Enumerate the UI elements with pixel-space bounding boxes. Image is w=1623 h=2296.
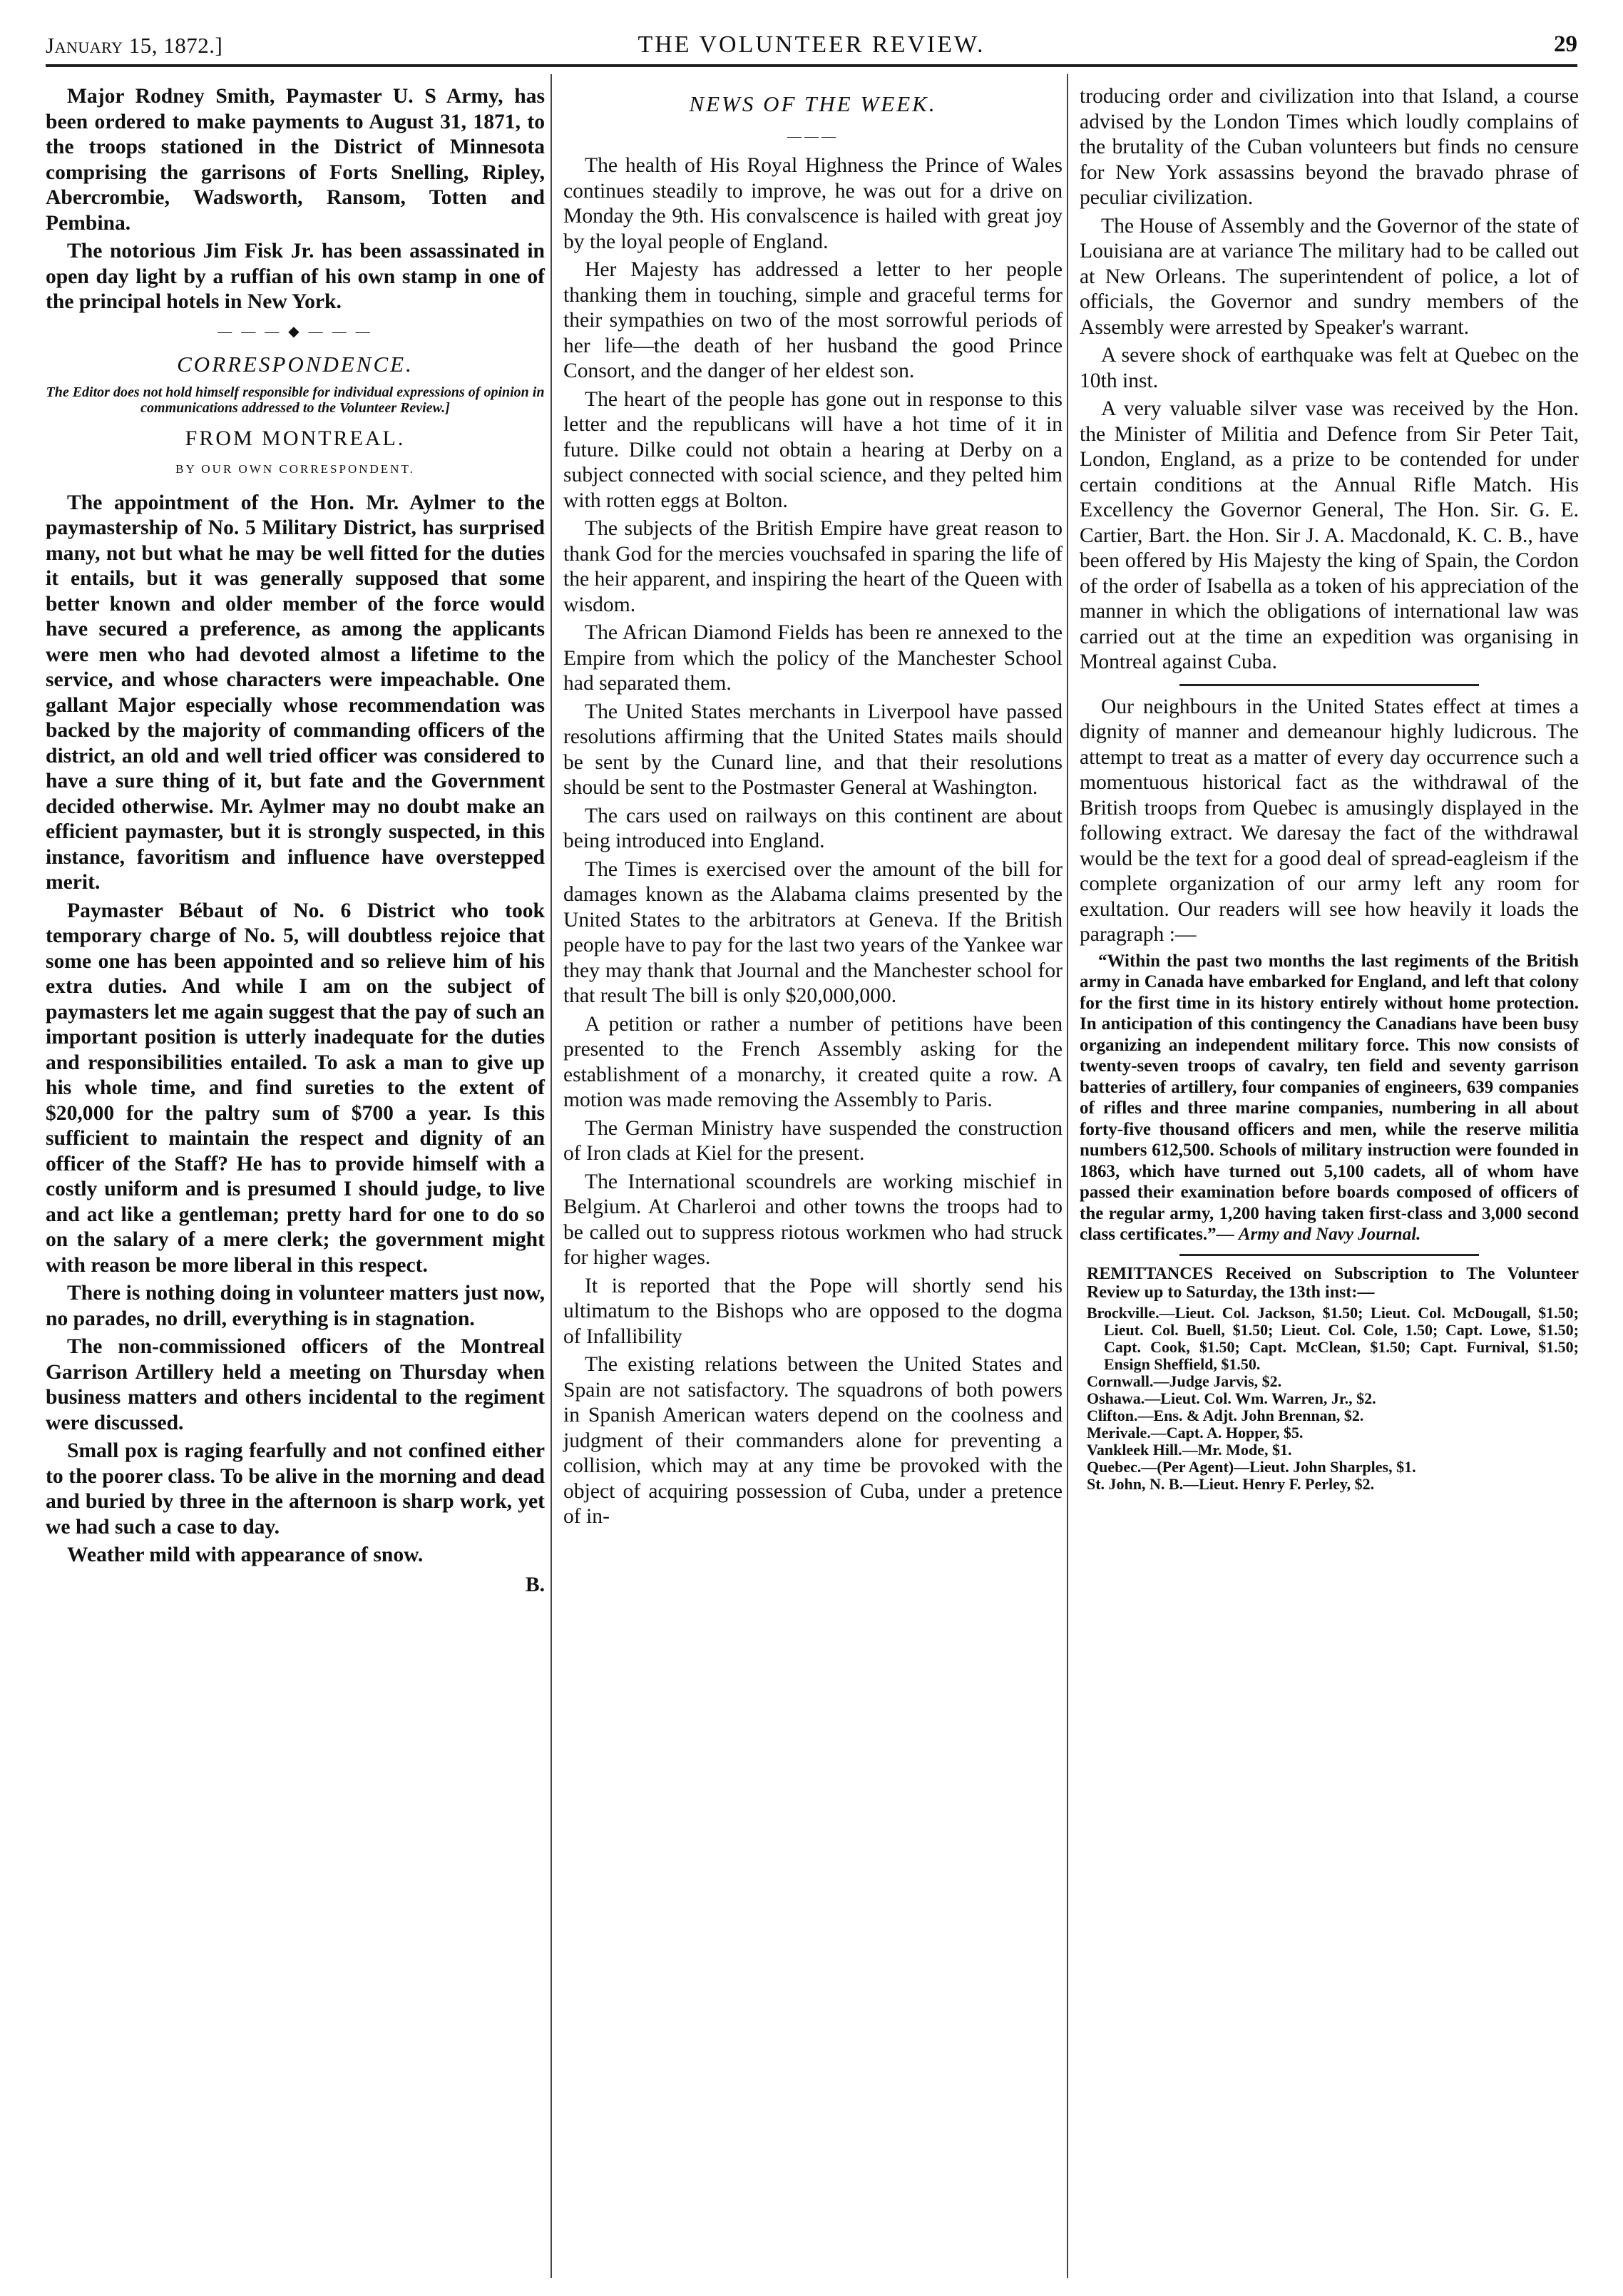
montreal-para-3: There is nothing doing in volunteer matters just now, no parades, no drill, everything is in stagnation. <box>46 1282 545 1330</box>
news-item-9: A petition or rather a number of petitions have been presented to the French Assembly asking for the establishment of a monarchy, it created quite a row. A motion was made removing the Assembly to Paris. <box>563 1012 1063 1111</box>
article-jim-fisk: The notorious Jim Fisk Jr. has been assassinated in open day light by a ruffian of his own stamp in one of the principal hotels in New York. <box>46 240 545 313</box>
masthead <box>46 29 1577 67</box>
news-item-13: The existing relations between the United States and Spain are not satisfactory. The squadrons of both powers in Spanish American waters depend on the coolness and judgment of their commanders alone for preventing a collision, which may at any time be provoked with the object of acquiring possession of Cuba, under a pretence of in- <box>563 1353 1063 1528</box>
remittance-line: Cornwall.—Judge Jarvis, $2. <box>1087 1372 1282 1390</box>
remittance-line: Merivale.—Capt. A. Hopper, $5. <box>1087 1423 1304 1442</box>
heading-rule: ——— <box>787 128 839 144</box>
news-item-5: The African Diamond Fields has been re annexed to the Empire from which the policy of the Manchester School had separated them. <box>563 621 1063 695</box>
correspondence-heading: CORRESPONDENCE. <box>177 352 414 377</box>
remittance-line: Brockville.—Lieut. Col. Jackson, $1.50; Lieut. Col. McDougall, $1.50; Lieut. Col. Buell, $1.50; Lieut. Col. Cole, 1.50; Capt. Lowe, $1.50; Capt. Cook, $1.50; Capt. McClean, $1.50; Capt. Furnival, $1.50; Ensign Sheffield, $1.50. <box>1087 1303 1579 1373</box>
editorial-neighbours: Our neighbours in the United States effect at times a dignity of manner and demeanour highly ludicrous. The attempt to treat as a matter of every day occurrence such a momentuous historical fact as the withdrawal of the British troops from Quebec is amusingly displayed in the following extract. We daresay the fact of the withdrawal would be the text for a good deal of spread-eagleism if the complete organization of our army left any room for exultation. Our readers will see how heavily it loads the paragraph :— <box>1080 695 1579 946</box>
news-item-continued: troducing order and civilization into that Island, a course advised by the London Times which loudly complains of the brutality of the Cuban volunteers but finds no censure for New York assassins beyond the bravado phrase of peculiar civilization. <box>1080 85 1579 209</box>
section-divider-2 <box>1179 1254 1479 1256</box>
news-item-6: The United States merchants in Liverpool have passed resolutions affirming that the United States mails should be sent by the Cunard line, and that their resolutions should be sent to the Postmaster General at Washington. <box>563 700 1063 799</box>
news-item-11: The International scoundrels are working mischief in Belgium. At Charleroi and other towns the troops had to be called out to suppress riotous workmen who had struck for higher wages. <box>563 1170 1063 1269</box>
remittance-line: Vankleek Hill.—Mr. Mode, $1. <box>1087 1440 1292 1459</box>
news-item-12: It is reported that the Pope will shortly send his ultimatum to the Bishops who are opposed to the dogma of Infallibility <box>563 1274 1063 1348</box>
news-item-3: The heart of the people has gone out in response to this letter and the republicans will have a hot time of it in future. Dilke could not obtain a hearing at Derby on a subject connected with social science, and they pelted him with rotten eggs at Bolton. <box>563 387 1063 512</box>
article-rodney-smith: Major Rodney Smith, Paymaster U. S Army, has been ordered to make payments to August 31, 1871, to the troops stationed in the District of Minnesota comprising the garrisons of Forts Snelling, Ripley, Abercrombie, Wadsworth, Ransom, Totten and Pembina. <box>46 85 545 235</box>
column-2 <box>563 84 1063 1533</box>
issue-date: January 15, 1872.] <box>46 33 223 58</box>
remittances-section <box>1080 1265 1579 1493</box>
remittance-line: St. John, N. B.—Lieut. Henry F. Perley, $2. <box>1087 1474 1375 1493</box>
byline: BY OUR OWN CORRESPONDENT. <box>175 462 415 476</box>
section-divider <box>1179 684 1479 686</box>
column-3 <box>1080 84 1579 1493</box>
news-item-1: The health of His Royal Highness the Prince of Wales continues steadily to improve, he was out for a drive on Monday the 9th. His convalscence is hailed with great joy by the loyal people of England. <box>563 154 1063 253</box>
quote-source: Army and Navy Journal. <box>1238 1225 1421 1244</box>
news-item-8: The Times is exercised over the amount of the bill for damages known as the Alabama claims presented by the United States to the arbitrators at Geneva. If the British people have to pay for the last two years of the Yankee war they may thank that Journal and the Manchester school for that result The bill is only $20,000,000. <box>563 857 1063 1007</box>
news-item-louisiana: The House of Assembly and the Governor of the state of Louisiana are at variance The military had to be called out at New Orleans. The superintendent of police, a lot of officials, the Governor and sundry members of the Assembly were arrested by Speaker's warrant. <box>1080 214 1579 339</box>
page-number: 29 <box>1554 31 1577 57</box>
news-item-silver-vase: A very valuable silver vase was received by the Hon. the Minister of Militia and Defence from Sir Peter Tait, London, England, as a prize to be contended for under certain conditions at the Annual Rifle Match. His Excellency the Governor General, The Hon. Sir. G. E. Cartier, Bart. the Hon. Sir J. A. Macdonald, K. C. B., have been offered by His Majesty the king of Spain, the Cordon of the order of Isabella as a token of his appreciation of the manner in which the obligations of international law was carried out at the time an expedition was organising in Montreal against Cuba. <box>1080 397 1579 673</box>
montreal-para-4: The non-commissioned officers of the Montreal Garrison Artillery held a meeting on Thursday when business matters and others incidental to the regiment were discussed. <box>46 1335 545 1434</box>
news-item-10: The German Ministry have suspended the construction of Iron clads at Kiel for the present. <box>563 1116 1063 1165</box>
remittance-line: Oshawa.—Lieut. Col. Wm. Warren, Jr., $2. <box>1087 1389 1376 1407</box>
news-item-7: The cars used on railways on this continent are about being introduced into England. <box>563 804 1063 852</box>
news-of-the-week-heading: NEWS OF THE WEEK. <box>689 91 937 116</box>
news-item-earthquake: A severe shock of earthquake was felt at Quebec on the 10th inst. <box>1080 344 1579 392</box>
remittance-line: Quebec.—(Per Agent)—Lieut. John Sharples, $1. <box>1087 1457 1416 1476</box>
column-rule-right <box>1067 74 1068 2278</box>
newspaper-title: THE VOLUNTEER REVIEW. <box>638 31 985 58</box>
remittance-line: Clifton.—Ens. & Adjt. John Brennan, $2. <box>1087 1406 1364 1424</box>
ornament-divider: — — — ◆ — — — <box>217 323 373 340</box>
from-montreal-heading: FROM MONTREAL. <box>185 426 406 450</box>
editor-note: The Editor does not hold himself responsible for individual expressions of opinion in communications addressed to the Volunteer Review.] <box>46 384 545 416</box>
quote-text: “Within the past two months the last regiments of the British army in Canada have embarked for England, and left that colony for the first time in its history entirely without home protection. In anticipation of this contingency the Canadians have been busy organizing an independent military force. This now consists of twenty-seven troops of cavalry, ten field and seventy garrison batteries of artillery, four companies of engineers, 639 companies of rifles and three marine companies, numbering in all about forty-five thousand officers and men, while the reserve militia numbers 612,500. Schools of military instruction were founded in 1863, which have turned out 5,100 cadets, all of whom have passed their examination before boards composed of officers of the regular army, 1,200 having taken first-class and 3,000 second class certificates.”— <box>1080 951 1579 1244</box>
signature: B. <box>525 1573 545 1596</box>
montreal-para-1: The appointment of the Hon. Mr. Aylmer to the paymastership of No. 5 Military District, has surprised many, not but what he may be well fitted for the duties it entails, but it was generally supposed that some better known and older member of the force would have secured a preference, as among the applicants were men who had devoted almost a lifetime to the service, and whose characters were impeachable. One gallant Major especially whose recommendation was backed by the majority of commanding officers of the district, an old and well tried officer was considered to have a sure thing of it, but fate and the Government decided otherwise. Mr. Aylmer may no doubt make an efficient paymaster, but it is strongly suspected, in this instance, favoritism and influence have overstepped merit. <box>46 491 545 894</box>
quoted-extract <box>1080 951 1579 1245</box>
news-item-4: The subjects of the British Empire have great reason to thank God for the mercies vouchsafed in sparing the life of the heir apparent, and inspiring the heart of the Queen with wisdom. <box>563 517 1063 616</box>
column-1 <box>46 84 545 1598</box>
column-rule-left <box>551 74 552 2278</box>
montreal-para-2: Paymaster Bébaut of No. 6 District who took temporary charge of No. 5, will doubtless rejoice that some one has been appointed and so relieve him of his extra duties. And while I am on the subject of paymasters let me again suggest that the pay of such an important position is utterly inadequate for the duties and responsibilities entailed. To ask a man to give up his whole time, and find sureties to the extent of $20,000 for the paltry sum of $700 a year. Is this sufficient to maintain the respect and dignity of an officer of the Staff? He has to provide himself with a costly uniform and is presumed I should judge, to live and act like a gentleman; pretty hard for one to do so on the salary of a mere clerk; the government might with reason be more liberal in this respect. <box>46 899 545 1277</box>
montreal-para-6: Weather mild with appearance of snow. <box>67 1544 424 1566</box>
montreal-para-5: Small pox is raging fearfully and not confined either to the poorer class. To be alive in the morning and dead and buried by three in the afternoon is sharp work, yet we had such a case to day. <box>46 1439 545 1539</box>
news-item-2: Her Majesty has addressed a letter to her people thanking them in touching, simple and graceful terms for their sympathies on two of the most sorrowful periods of her life—the death of her husband the good Prince Consort, and the danger of her eldest son. <box>563 258 1063 382</box>
remittances-heading: REMITTANCES Received on Subscription to The Volunteer Review up to Saturday, the 13th inst:— <box>1087 1264 1579 1302</box>
